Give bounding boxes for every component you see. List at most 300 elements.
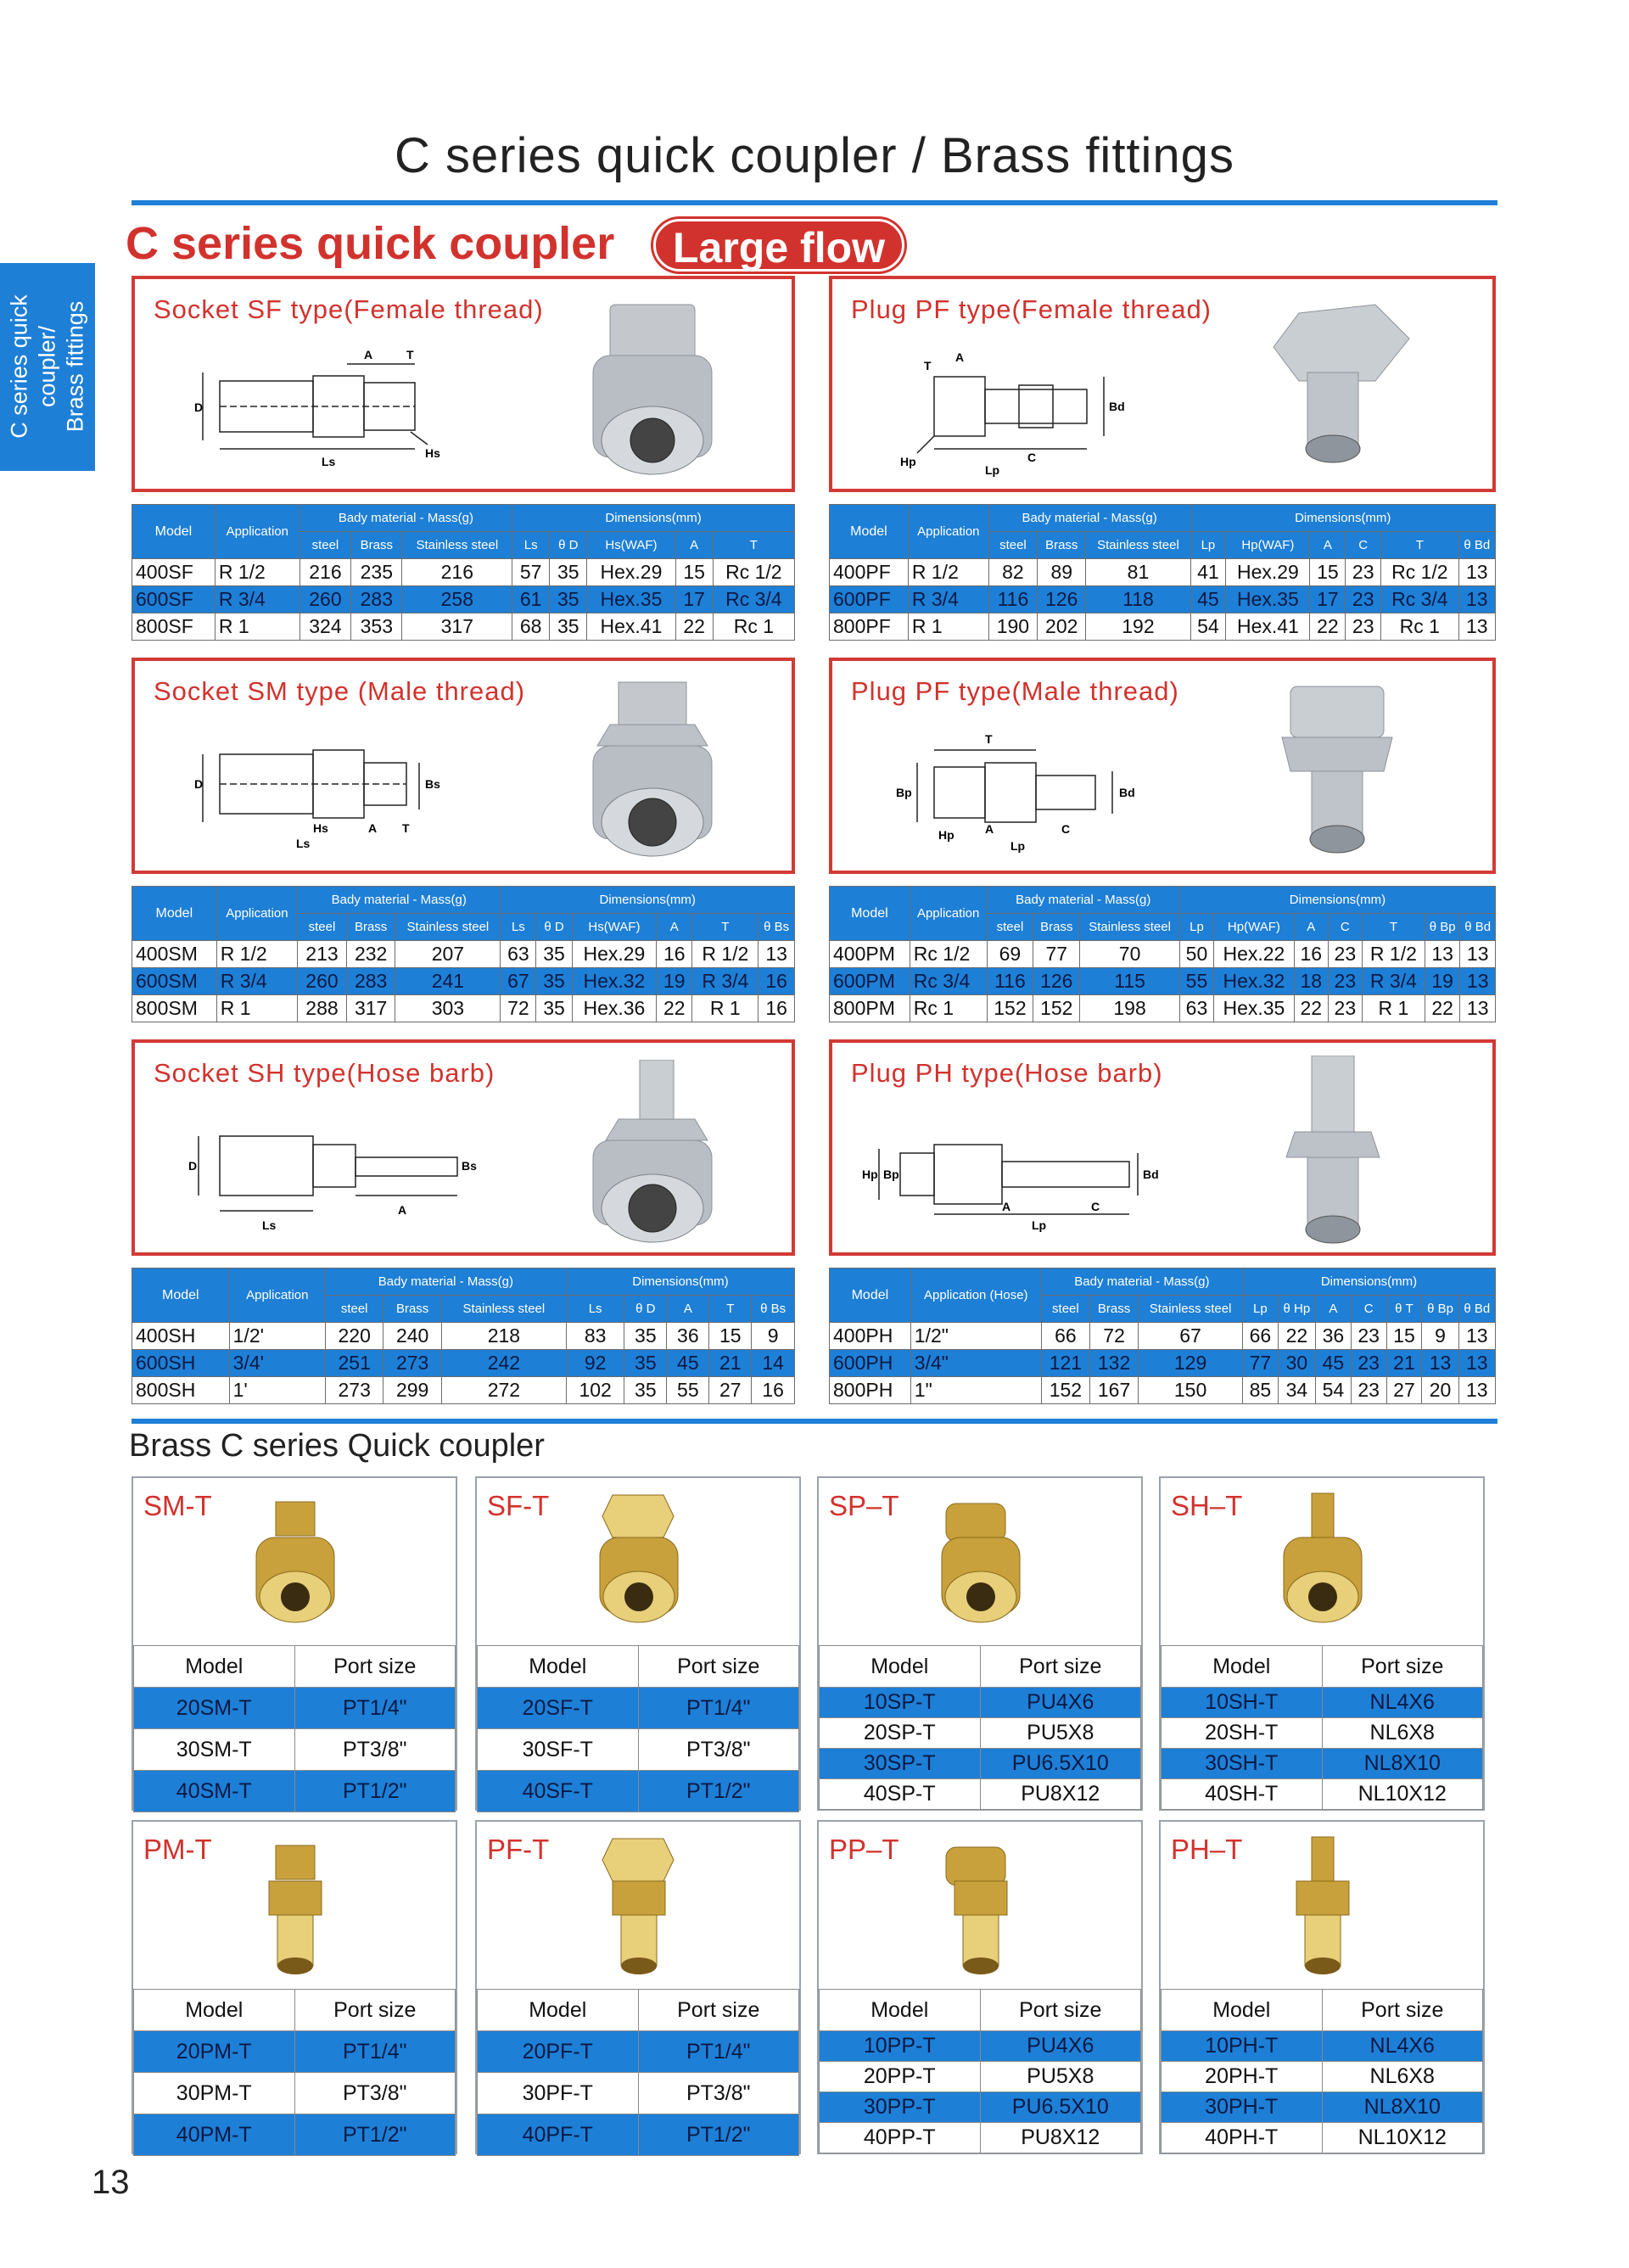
panel-plug-pf-male [829, 658, 1496, 874]
col-header: Stainless steel [1086, 532, 1190, 559]
table-cell: 260 [298, 968, 347, 995]
table-cell: Hex.29 [1226, 559, 1310, 586]
col-model: Model [820, 1646, 981, 1688]
panel-title: Socket SF type(Female thread) [154, 294, 544, 324]
plug-pf-male-drawing [892, 725, 1163, 860]
table-cell: 85 [1242, 1377, 1278, 1404]
table-cell: 72 [1089, 1323, 1138, 1350]
table-cell: 15 [709, 1323, 752, 1350]
panel-title: Plug PH type(Hose barb) [851, 1058, 1163, 1088]
table-cell: Rc 1 [910, 995, 987, 1022]
hdr-body-material: Bady material - Mass(g) [298, 887, 501, 914]
table-cell: 54 [1316, 1377, 1352, 1404]
table-cell: 54 [1190, 613, 1226, 641]
table-cell: 16 [657, 941, 692, 968]
dim-hs: Hs [425, 446, 440, 460]
product-card [1159, 1476, 1485, 1811]
table-cell: 167 [1089, 1377, 1138, 1404]
col-header: Brass [346, 914, 395, 941]
card-header-row [820, 1990, 1141, 2031]
card-table [819, 1989, 1141, 2153]
table-cell: 23 [1351, 1350, 1386, 1377]
table-cell: 400PH [830, 1323, 911, 1350]
side-tab-line2: Brass fittings [62, 300, 88, 433]
table-cell: 16 [752, 1377, 795, 1404]
table-cell: 67 [1139, 1323, 1243, 1350]
product-card [475, 1476, 801, 1811]
dim-a: A [368, 821, 378, 835]
table-cell: 3/4' [229, 1350, 325, 1377]
table-row [134, 1688, 456, 1729]
table-cell: 102 [566, 1377, 624, 1404]
card-title: SH–T [1171, 1490, 1243, 1521]
hdr-dimensions: Dimensions(mm) [1190, 505, 1496, 532]
col-header: θ Bp [1425, 914, 1460, 941]
table-cell: 57 [512, 559, 550, 586]
model-cell: 40PP-T [820, 2123, 981, 2153]
dim-bd: Bd [1119, 786, 1135, 799]
plug-pf-female-drawing [892, 343, 1163, 479]
table-cell: 27 [1386, 1377, 1422, 1404]
col-header: steel [987, 914, 1033, 941]
table-cell: 242 [441, 1350, 566, 1377]
model-cell: 20PH-T [1162, 2062, 1323, 2092]
col-header: Brass [383, 1296, 441, 1323]
table-cell: 13 [1458, 1377, 1495, 1404]
table-cell: 18 [1294, 968, 1328, 995]
table-cell: 67 [501, 968, 536, 995]
table-cell: 192 [1086, 613, 1190, 641]
table-cell: 213 [298, 941, 347, 968]
table-row [1162, 1749, 1483, 1779]
table-row [132, 968, 795, 995]
table-row [1162, 2031, 1483, 2062]
table-cell: 36 [1316, 1323, 1352, 1350]
table-row [830, 1377, 1496, 1404]
port-size-cell: NL6X8 [1322, 2062, 1483, 2092]
table-row [820, 1749, 1141, 1779]
table-cell: 235 [351, 559, 402, 586]
port-size-cell: PT1/2" [638, 2114, 799, 2156]
table-cell: 34 [1278, 1377, 1315, 1404]
table-cell: 116 [987, 968, 1033, 995]
table-row [1162, 1688, 1483, 1718]
dim-hp: Hp [938, 828, 954, 842]
table-cell: 41 [1190, 559, 1226, 586]
table-cell: 317 [346, 995, 395, 1022]
port-size-cell: PU4X6 [980, 1688, 1141, 1718]
table-row [820, 2092, 1141, 2123]
port-size-cell: PT3/8" [294, 1729, 456, 1771]
col-header: Hp(WAF) [1214, 914, 1295, 941]
dim-hp: Hp [862, 1168, 878, 1181]
dim-a: A [398, 1203, 407, 1217]
table-cell: 13 [1458, 586, 1496, 613]
col-header: Hs(WAF) [587, 532, 675, 559]
table-cell: 129 [1139, 1350, 1243, 1377]
table-cell: Hex.29 [587, 559, 675, 586]
hdr-body-material: Bady material - Mass(g) [325, 1268, 566, 1296]
table-row [478, 2031, 799, 2073]
model-cell: 30SP-T [820, 1749, 981, 1779]
col-header: θ D [550, 532, 587, 559]
port-size-cell: NL10X12 [1322, 2123, 1483, 2153]
table-cell: 35 [550, 613, 587, 641]
table-cell: 16 [759, 968, 795, 995]
col-model: Model [1162, 1990, 1323, 2031]
table-cell: 70 [1080, 941, 1180, 968]
table-cell: 800PF [830, 613, 909, 641]
port-size-cell: PT3/8" [294, 2073, 456, 2114]
table-cell: 600SF [132, 586, 216, 613]
port-size-cell: PT1/2" [638, 1771, 799, 1812]
hdr-model: Model [830, 505, 909, 559]
card-title: PH–T [1171, 1834, 1243, 1865]
dim-lp: Lp [1032, 1218, 1047, 1232]
panel-plug-pf-female [829, 276, 1496, 492]
dim-lp: Lp [985, 463, 1000, 477]
table-row [1162, 2123, 1483, 2153]
panel-socket-sf [132, 276, 795, 492]
table-cell: 35 [536, 941, 572, 968]
table-cell: 83 [566, 1323, 624, 1350]
col-header: Lp [1179, 914, 1213, 941]
model-cell: 20SH-T [1162, 1718, 1323, 1749]
table-row [132, 1350, 795, 1377]
table-cell: 45 [667, 1350, 709, 1377]
table-row [830, 613, 1496, 641]
table-cell: Hex.29 [572, 941, 657, 968]
col-header: Stainless steel [1139, 1296, 1243, 1323]
table-cell: R 3/4 [1362, 968, 1425, 995]
table-cell: 77 [1033, 941, 1080, 968]
table-row [132, 613, 795, 641]
dim-bs: Bs [462, 1159, 477, 1173]
model-cell: 10PH-T [1162, 2031, 1323, 2062]
table-row [132, 559, 795, 586]
col-port-size: Port size [638, 1990, 799, 2031]
model-cell: 10SH-T [1162, 1688, 1323, 1718]
table-row [830, 1350, 1496, 1377]
table-cell: 150 [1139, 1377, 1243, 1404]
table-row [820, 1688, 1141, 1718]
col-header: steel [325, 1296, 383, 1323]
hdr-dimensions: Dimensions(mm) [1242, 1268, 1495, 1296]
table-cell: 241 [395, 968, 501, 995]
table-cell: 303 [395, 995, 501, 1022]
col-header: θ Bp [1422, 1296, 1458, 1323]
port-size-cell: PU6.5X10 [980, 2092, 1141, 2123]
table-cell: 72 [501, 995, 536, 1022]
port-size-cell: NL8X10 [1322, 1749, 1483, 1779]
table-cell: Rc 1 [713, 613, 794, 641]
table-cell: 22 [657, 995, 692, 1022]
card-header-row [1162, 1990, 1483, 2031]
table-cell: 23 [1328, 941, 1362, 968]
table-cell: R 1/2 [216, 941, 297, 968]
col-header: steel [298, 914, 347, 941]
col-header: θ Hp [1278, 1296, 1315, 1323]
col-port-size: Port size [638, 1646, 799, 1688]
col-header: θ D [536, 914, 572, 941]
section-title: C series quick coupler [126, 218, 615, 269]
table-cell: 66 [1041, 1323, 1089, 1350]
table-row [820, 2031, 1141, 2062]
panel-title: Socket SM type (Male thread) [154, 676, 526, 706]
col-header: A [1294, 914, 1328, 941]
socket-sf-drawing [194, 347, 491, 474]
spec-table-pf-male [829, 886, 1496, 1022]
dim-d: D [194, 777, 204, 791]
table-cell: 317 [402, 613, 512, 641]
table-cell: 126 [1038, 586, 1086, 613]
table-cell: 600PH [830, 1350, 911, 1377]
table-cell: 600PF [830, 586, 909, 613]
spec-table-sf [132, 504, 795, 641]
panel-title: Plug PF type(Male thread) [851, 676, 1179, 706]
card-header-row [478, 1990, 799, 2031]
table-cell: 55 [667, 1377, 709, 1404]
model-cell: 20PP-T [820, 2062, 981, 2092]
table-cell: 92 [566, 1350, 624, 1377]
table-cell: 35 [536, 995, 572, 1022]
table-row [820, 2062, 1141, 2092]
dim-ls: Ls [296, 837, 311, 850]
table-cell: Hex.32 [1214, 968, 1295, 995]
section-rule [132, 1419, 1497, 1424]
table-cell: 16 [759, 995, 795, 1022]
table-row [132, 1377, 795, 1404]
table-row [134, 2031, 456, 2073]
col-header: T [1362, 914, 1425, 941]
col-header: A [657, 914, 692, 941]
col-header: A [667, 1296, 709, 1323]
col-header: T [1381, 532, 1458, 559]
table-row [1162, 1718, 1483, 1749]
col-header: θ Bd [1458, 1296, 1495, 1323]
table-row [820, 2123, 1141, 2153]
hdr-model: Model [132, 505, 216, 559]
model-cell: 40PF-T [478, 2114, 639, 2156]
table-cell: 118 [1086, 586, 1190, 613]
table-cell: Rc 3/4 [910, 968, 987, 995]
table-cell: 240 [383, 1323, 441, 1350]
table-cell: 202 [1038, 613, 1086, 641]
port-size-cell: PT3/8" [638, 1729, 799, 1771]
table-cell: 126 [1033, 968, 1080, 995]
model-cell: 20SP-T [820, 1718, 981, 1749]
table-cell: 1/2" [910, 1323, 1041, 1350]
table-cell: Rc 1/2 [910, 941, 987, 968]
table-row [478, 1688, 799, 1729]
col-header: C [1346, 532, 1381, 559]
socket-sm-photo [559, 678, 746, 865]
table-cell: 27 [709, 1377, 752, 1404]
table-cell: 68 [512, 613, 550, 641]
table-cell: 600PM [830, 968, 910, 995]
table-cell: 115 [1080, 968, 1180, 995]
table-cell: R 1 [216, 995, 297, 1022]
model-cell: 30SF-T [478, 1729, 639, 1771]
table-cell: 400SF [132, 559, 216, 586]
hdr-dimensions: Dimensions(mm) [566, 1268, 794, 1296]
product-card [132, 1820, 457, 2154]
hdr-body-material: Bady material - Mass(g) [987, 887, 1179, 914]
hdr-application: Application [910, 887, 987, 941]
port-size-cell: PT1/4" [294, 2031, 456, 2073]
dim-a: A [955, 350, 965, 364]
table-cell: 35 [550, 586, 587, 613]
col-model: Model [134, 1646, 295, 1688]
card-title: SM-T [143, 1490, 212, 1521]
table-cell: 190 [988, 613, 1037, 641]
table-cell: 272 [441, 1377, 566, 1404]
table-cell: 82 [988, 559, 1037, 586]
side-tab-line1: C series quick coupler/ [6, 294, 60, 439]
table-cell: Hex.41 [587, 613, 675, 641]
col-header: A [1316, 1296, 1352, 1323]
table-cell: Rc 3/4 [1381, 586, 1458, 613]
table-cell: 36 [667, 1323, 709, 1350]
table-cell: 77 [1242, 1350, 1278, 1377]
table-cell: 45 [1316, 1350, 1352, 1377]
table-cell: Hex.35 [587, 586, 675, 613]
port-size-cell: NL10X12 [1322, 1779, 1483, 1810]
table-cell: 400SH [132, 1323, 230, 1350]
table-cell: 13 [1458, 613, 1496, 641]
col-header: Hp(WAF) [1226, 532, 1310, 559]
col-header: θ Bd [1460, 914, 1496, 941]
hdr-application: Application [216, 887, 297, 941]
table-cell: 800SM [132, 995, 217, 1022]
col-header: Ls [512, 532, 550, 559]
card-title: PF-T [487, 1834, 550, 1865]
table-cell: Hex.22 [1214, 941, 1295, 968]
port-size-cell: PT1/4" [638, 1688, 799, 1729]
table-cell: R 1/2 [1362, 941, 1425, 968]
large-flow-badge: Large flow [653, 219, 904, 272]
card-header-row [134, 1990, 456, 2031]
dim-d: D [188, 1159, 198, 1173]
table-cell: 218 [441, 1323, 566, 1350]
col-header: Brass [1038, 532, 1086, 559]
port-size-cell: PU4X6 [980, 2031, 1141, 2062]
card-table [1161, 1989, 1483, 2153]
table-cell: 63 [1179, 995, 1213, 1022]
table-row [134, 1771, 456, 1812]
dim-hp: Hp [900, 455, 916, 468]
col-header: T [709, 1296, 752, 1323]
col-header: T [713, 532, 794, 559]
port-size-cell: PU8X12 [980, 1779, 1141, 1810]
model-cell: 30PM-T [134, 2073, 295, 2114]
table-cell: 22 [1294, 995, 1328, 1022]
table-cell: 152 [1041, 1377, 1089, 1404]
col-model: Model [820, 1990, 981, 2031]
product-card [132, 1476, 457, 1811]
table-cell: 35 [550, 559, 587, 586]
table-cell: 260 [299, 586, 350, 613]
plug-ph-photo [1240, 1056, 1426, 1251]
card-table [819, 1645, 1141, 1810]
model-cell: 10PP-T [820, 2031, 981, 2062]
col-header: Stainless steel [395, 914, 501, 941]
port-size-cell: PT1/2" [294, 2114, 456, 2156]
page-number: 13 [92, 2164, 130, 2201]
model-cell: 40SM-T [134, 1771, 295, 1812]
col-port-size: Port size [294, 1990, 456, 2031]
table-cell: 22 [1310, 613, 1346, 641]
model-cell: 20SM-T [134, 1688, 295, 1729]
table-cell: R 3/4 [216, 968, 297, 995]
dim-bp: Bp [896, 786, 912, 799]
dim-lp: Lp [1010, 839, 1026, 853]
table-cell: 23 [1351, 1377, 1386, 1404]
col-header: θ D [624, 1296, 667, 1323]
table-cell: 35 [624, 1377, 667, 1404]
table-cell: 152 [1033, 995, 1080, 1022]
table-cell: 23 [1346, 559, 1381, 586]
table-cell: 288 [298, 995, 347, 1022]
dim-bd: Bd [1109, 400, 1125, 413]
socket-sh-drawing [186, 1111, 491, 1246]
dim-bp: Bp [883, 1168, 899, 1181]
port-size-cell: NL4X6 [1322, 1688, 1483, 1718]
table-cell: 81 [1086, 559, 1190, 586]
table-row [132, 995, 795, 1022]
model-cell: 40SH-T [1162, 1779, 1323, 1810]
table-cell: Hex.32 [572, 968, 657, 995]
card-header-row [134, 1646, 456, 1688]
spec-table-ph [829, 1268, 1496, 1404]
col-header: Hs(WAF) [572, 914, 657, 941]
table-cell: Hex.35 [1214, 995, 1295, 1022]
table-cell: 21 [709, 1350, 752, 1377]
card-table [1161, 1645, 1483, 1810]
plug-pf-female-photo [1240, 296, 1426, 483]
col-header: Brass [1089, 1296, 1138, 1323]
panel-title: Plug PF type(Female thread) [851, 294, 1212, 324]
model-cell: 40SF-T [478, 1771, 639, 1812]
table-cell: 19 [657, 968, 692, 995]
card-title: PM-T [143, 1834, 212, 1865]
col-port-size: Port size [1322, 1646, 1483, 1688]
col-port-size: Port size [294, 1646, 456, 1688]
model-cell: 30SH-T [1162, 1749, 1323, 1779]
dim-c: C [1027, 451, 1037, 464]
table-cell: 220 [325, 1323, 383, 1350]
table-cell: 232 [346, 941, 395, 968]
col-header: θ Bs [752, 1296, 795, 1323]
socket-sf-photo [559, 296, 746, 483]
dim-d: D [194, 400, 204, 414]
port-size-cell: PU8X12 [980, 2123, 1141, 2153]
spec-table-sm [132, 886, 795, 1022]
header-rule [132, 200, 1497, 205]
hdr-body-material: Bady material - Mass(g) [299, 505, 512, 532]
col-header: A [675, 532, 713, 559]
table-cell: 15 [1386, 1323, 1422, 1350]
table-row [830, 941, 1496, 968]
table-row [132, 586, 795, 613]
col-header: Stainless steel [402, 532, 512, 559]
table-cell: 63 [501, 941, 536, 968]
table-cell: 17 [1310, 586, 1346, 613]
table-cell: 22 [1278, 1323, 1315, 1350]
table-cell: 35 [536, 968, 572, 995]
table-row [830, 968, 1496, 995]
table-cell: 283 [351, 586, 402, 613]
